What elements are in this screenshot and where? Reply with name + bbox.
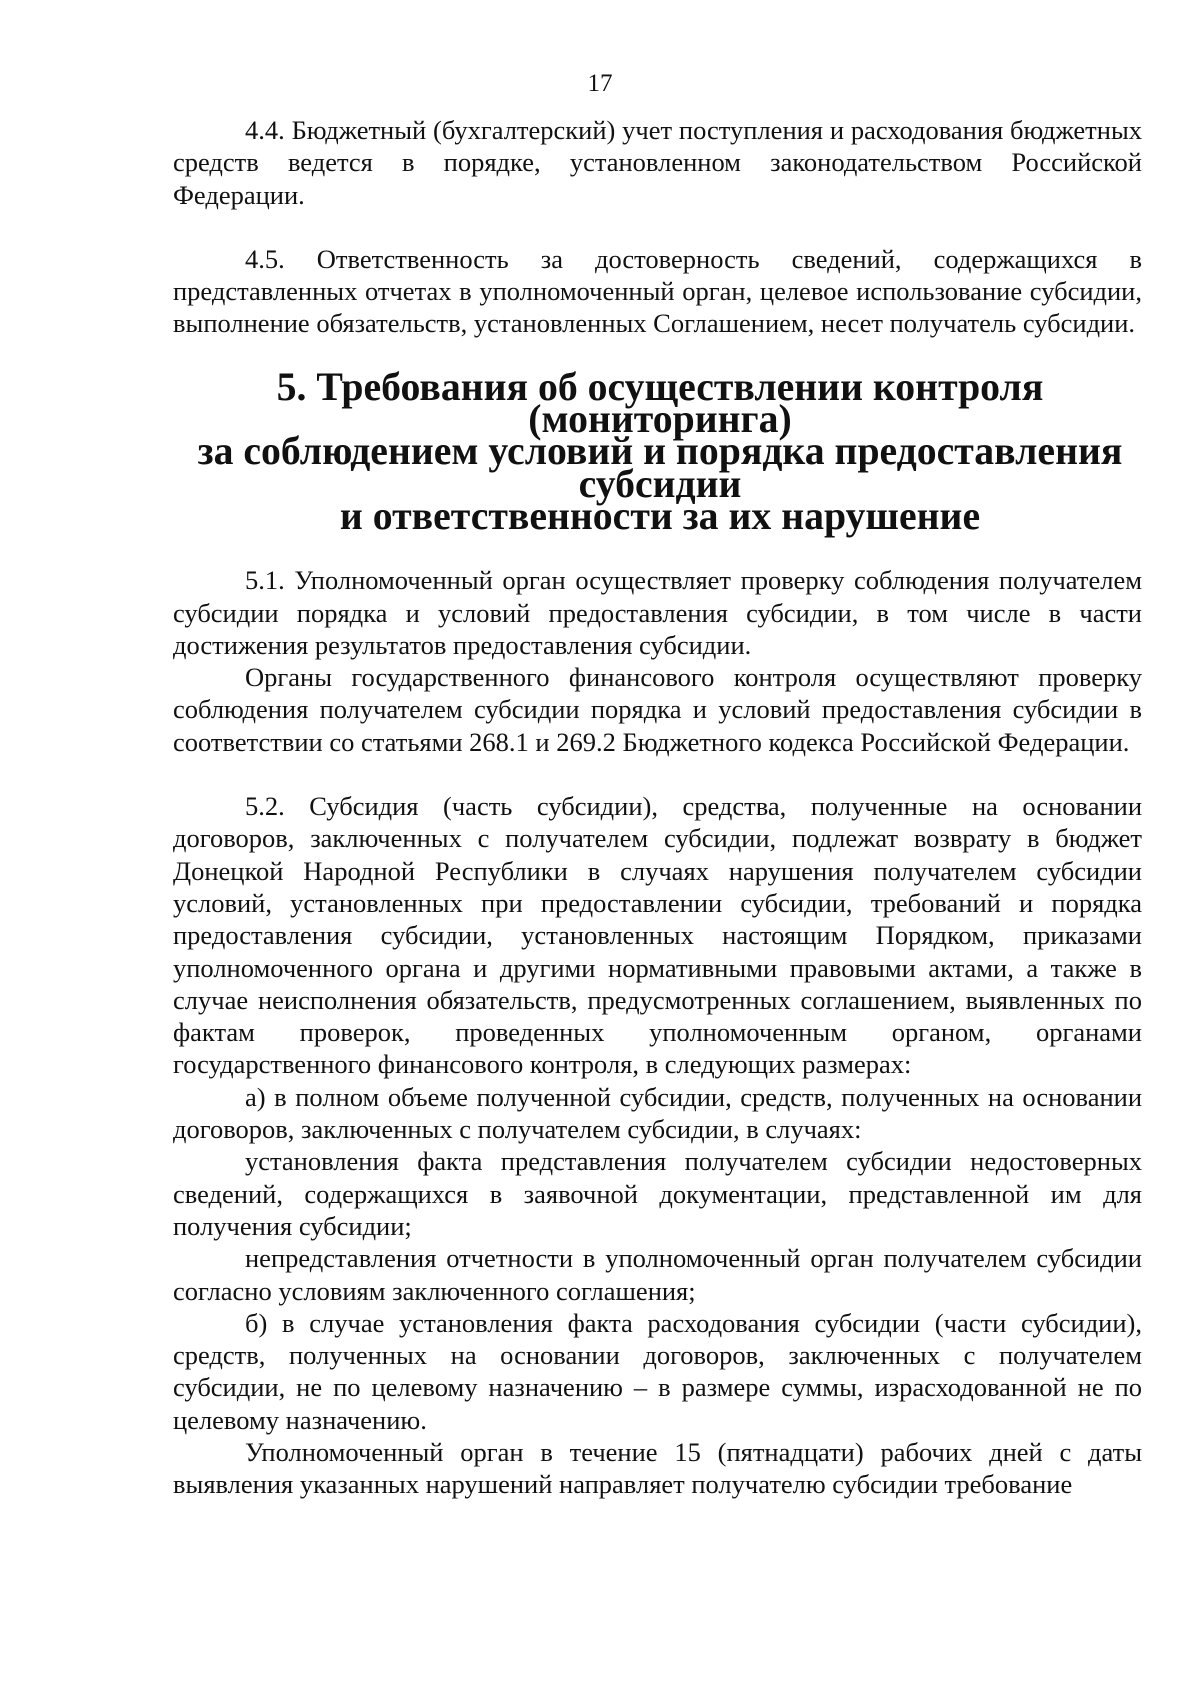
document-body [173, 114, 1142, 1501]
paragraph-4-5: 4.5. Ответственность за достоверность сведений, содержащихся в представленных отчетах в уполномоченный орган, целевое использование субсидии, выполнение обязательств, установленных Соглашением, несет получатель субсидии. [173, 243, 1142, 339]
item-a: а) в полном объеме полученной субсидии, средств, полученных на основании договоров, заключенных с получателем субсидии, в случаях: [173, 1081, 1142, 1145]
case-no-reporting: непредставления отчетности в уполномоченный орган получателем субсидии согласно условиям заключенного соглашения; [173, 1243, 1142, 1306]
case-false-information: установления факта представления получателем субсидии недостоверных сведений, содержащихся в заявочной документации, представленной им для получения субсидии; [173, 1146, 1142, 1241]
section-5-heading [173, 364, 1142, 538]
paragraph-5-1-control: Органы государственного финансового контроля осуществляют проверку соблюдения получателем субсидии порядка и условий предоставления субсидии в соответствии со статьями 268.1 и 269.2 Бюджетного кодекса Российской Федерации. [173, 662, 1142, 757]
paragraph-5-1: 5.1. Уполномоченный орган осуществляет проверку соблюдения получателем субсидии порядка и условий предоставления субсидии, в том числе в части достижения результатов предоставления субсидии. [173, 565, 1142, 660]
paragraph-4-4: 4.4. Бюджетный (бухгалтерский) учет поступления и расходования бюджетных средств ведется в порядке, установленном законодательством Российской Федерации. [173, 115, 1142, 210]
paragraph-gap [173, 211, 1142, 243]
section-5-heading-line-1: 5. Требования об осуществлении контроля (мониторинга) [276, 364, 1044, 442]
paragraph-requirement: Уполномоченный орган в течение 15 (пятнадцати) рабочих дней с даты выявления указанных нарушений направляет получателю субсидии требование [173, 1436, 1142, 1500]
page-number: 17 [587, 70, 613, 97]
section-5-heading-line-3: и ответственности за их нарушение [339, 493, 981, 538]
paragraph-5-2: 5.2. Субсидия (часть субсидии), средства, полученные на основании договоров, заключенных с получателем субсидии, подлежат возврату в бюджет Донецкой Народной Республики в случаях нарушения получателем субсидии условий, установленных при предоставлении субсидии, требований и порядка предоставления субсидии, установленных настоящим Порядком, приказами уполномоченного органа и другими нормативными правовыми актами, а также в случае неисполнения обязательств, предусмотренных соглашением, выявленных по фактам проверок, проведенных уполномоченным органом, органами государственного финансового контроля, в следующих размерах: [173, 791, 1142, 1080]
paragraph-gap [173, 758, 1142, 790]
section-5-heading-line-2: за соблюдением условий и порядка предоставления субсидии [197, 429, 1123, 506]
item-b: б) в случае установления факта расходования субсидии (части субсидии), средств, полученных на основании договоров, заключенных с получателем субсидии, не по целевому назначению – в размере суммы, израсходованной не по целевому назначению. [173, 1307, 1142, 1435]
